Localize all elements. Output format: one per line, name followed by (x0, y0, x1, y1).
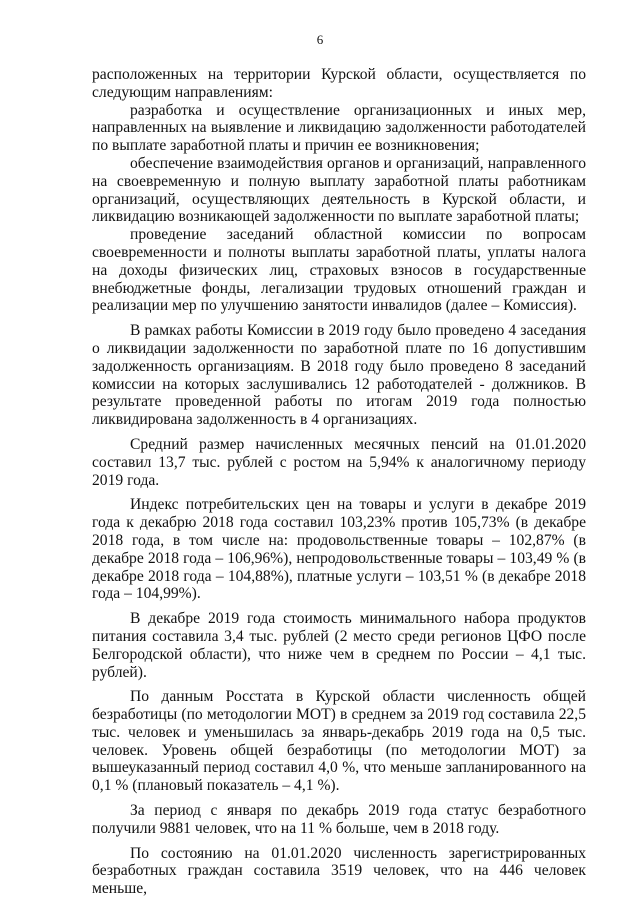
page-number: 6 (316, 32, 324, 47)
paragraph-direction-1: разработка и осуществление организационных и иных мер, направленных на выявление и ликвидацию задолженности работодателей по выплате заработной платы и причин ее возникновения; (92, 101, 586, 155)
paragraph-food-basket: В декабре 2019 года стоимость минимального набора продуктов питания составила 3,4 тыс. рублей (2 место среди регионов ЦФО после Белгородской области), что ниже чем в среднем по России – 4,1 тыс. рублей). (92, 610, 586, 681)
paragraph-unemployed-status: За период с января по декабрь 2019 года статус безработного получили 9881 человек, что на 11 % больше, чем в 2018 году. (92, 802, 586, 837)
paragraph-unemployment-ilo: По данным Росстата в Курской области численность общей безработицы (по методологии МОТ) в среднем за 2019 год составила 22,5 тыс. человек и уменьшилась за январь-декабрь 2019 года на 0,5 тыс. человек. Уровень общей безработицы (по методологии МОТ) за вышеуказанный период составил 4,0 %, что меньше запланированного на 0,1 % (плановый показатель – 4,1 %). (92, 688, 586, 795)
paragraph-commission-work: В рамках работы Комиссии в 2019 году было проведено 4 заседания о ликвидации задолженности по заработной плате по 16 допустившим задолженность организациям. В 2018 году было проведено 8 заседаний комиссии на которых заслушивались 12 работодателей - должников. В результате проведенной работы по итогам 2019 года полностью ликвидирована задолженность в 4 организациях. (92, 322, 586, 429)
paragraph-consumer-prices: Индекс потребительских цен на товары и услуги в декабре 2019 года к декабрю 2018 года составил 103,23% против 105,73% (в декабре 2018 года, в том числе на: продовольственные товары – 102,87% (в декабре 2018 года – 106,96%), непродовольственные товары – 103,49 % (в декабре 2018 года – 104,88%), платные услуги – 103,51 % (в декабре 2018 года – 104,99%). (92, 496, 586, 603)
paragraph-direction-3: проведение заседаний областной комиссии по вопросам своевременности и полноты выплаты заработной платы, уплаты налога на доходы физических лиц, страховых взносов в государственные внебюджетные фонды, легализации трудовых отношений граждан и реализации мер по улучшению занятости инвалидов (далее – Комиссия). (92, 226, 586, 315)
document-body (92, 66, 586, 898)
paragraph-direction-2: обеспечение взаимодействия органов и организаций, направленного на своевременную и полную выплату заработной платы работникам организаций, осуществляющих деятельность в Курской области, и ликвидацию возникающей задолженности по выплате заработной платы; (92, 154, 586, 226)
paragraph-pensions: Средний размер начисленных месячных пенсий на 01.01.2020 составил 13,7 тыс. рублей с ростом на 5,94% к аналогичному периоду 2019 года. (92, 435, 586, 489)
paragraph-registered-unemployed: По состоянию на 01.01.2020 численность зарегистрированных безработных граждан составила 3519 человек, что на 446 человек меньше, (92, 844, 586, 898)
paragraph-directions-intro: расположенных на территории Курской области, осуществляется по следующим направлениям: (92, 66, 586, 101)
